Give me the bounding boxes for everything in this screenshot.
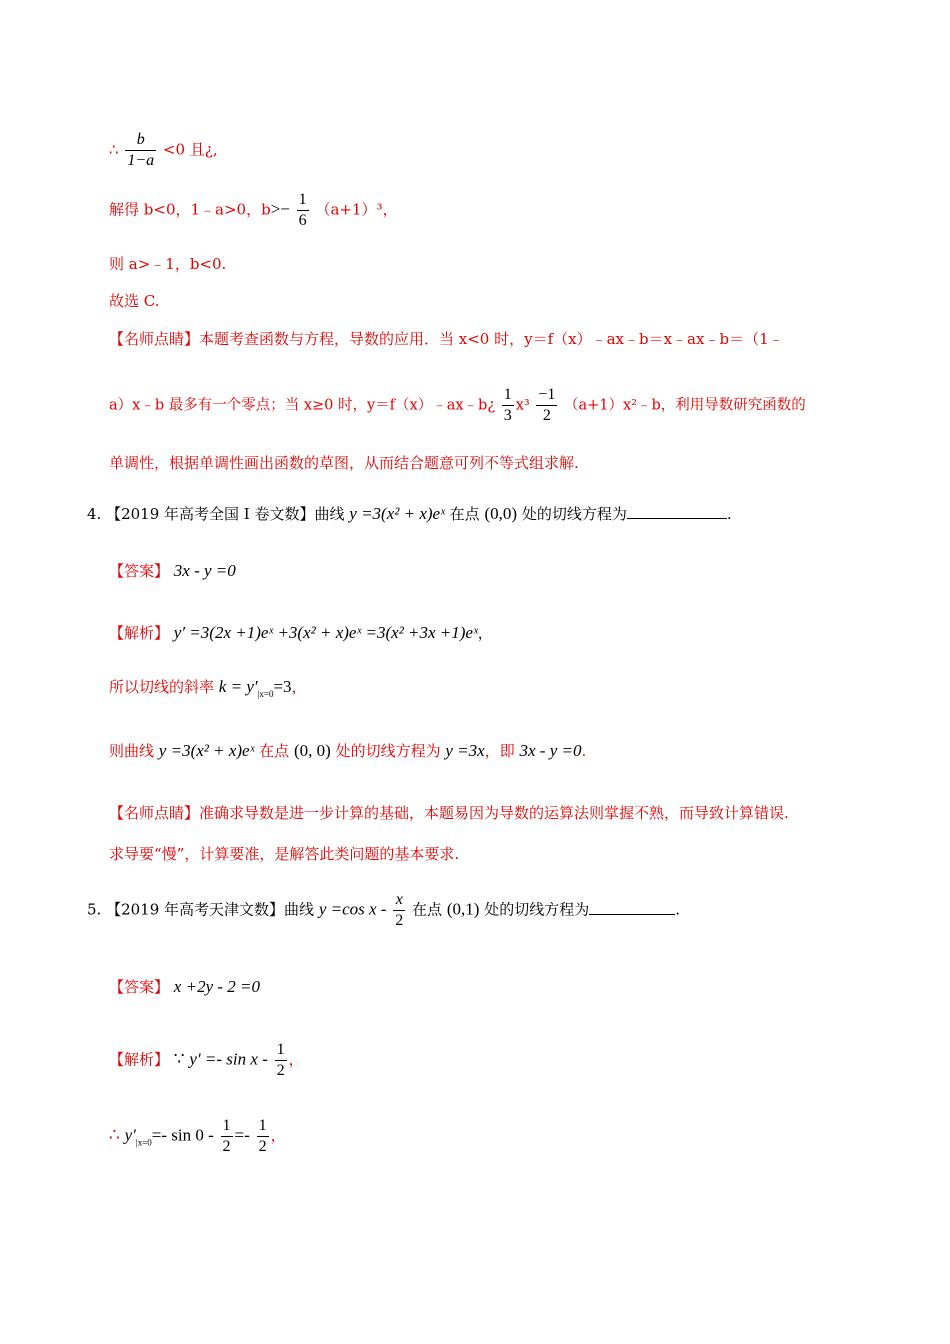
line-therefore-condition xyxy=(109,130,218,171)
tangent-label: 处的切线方程为 xyxy=(335,742,441,760)
fraction-one-sixth xyxy=(297,190,309,231)
therefore-symbol: ∴ xyxy=(109,140,119,159)
at-point-label: 在点 xyxy=(449,505,480,523)
frac-denominator: 2 xyxy=(222,1138,231,1155)
answer-equation: x +2y - 2 =0 xyxy=(173,977,260,996)
line-solve-b xyxy=(109,190,398,231)
derivative-formula: y′ =3(2x +1)eˣ +3(x² + x)eˣ =3(x² +3x +1)eˣ xyxy=(173,623,478,642)
eval-expression: =- sin 0 - xyxy=(151,1125,214,1145)
comma: ， xyxy=(270,1126,286,1145)
tangent-question: 处的切线方程为 xyxy=(521,505,627,523)
solution-5-derivative xyxy=(109,1040,304,1081)
equals-minus: =- xyxy=(234,1125,250,1145)
at-point-label: 在点 xyxy=(412,900,443,919)
slope-text: 所以切线的斜率 xyxy=(109,678,215,696)
fraction-neg-half xyxy=(536,385,557,426)
frac-denominator: 2 xyxy=(258,1138,267,1155)
teacher-note-line-1: 【名师点睛】本题考查函数与方程，导数的应用．当 x<0 时，y＝f（x）﹣ax﹣b＝x﹣ax﹣b＝（1﹣ xyxy=(109,330,784,348)
derivative-symbol: y′ xyxy=(124,1125,136,1145)
curve-formula: y =3(x² + x)eˣ xyxy=(158,741,255,760)
point-coordinates: (0, 0) xyxy=(293,741,331,760)
teacher-note-4-line-1: 【名师点睛】准确求导数是进一步计算的基础，本题易因为导数的运算法则掌握不熟，而导致计算错误. xyxy=(109,804,789,822)
tangent-line: y =3x xyxy=(445,741,485,760)
tangent-prefix: 则曲线 xyxy=(109,742,155,760)
comma: ， xyxy=(477,624,493,642)
solution-4-slope xyxy=(109,676,307,699)
question-number: 4. xyxy=(87,505,102,523)
solution-5-slope xyxy=(109,1116,286,1157)
therefore-symbol: ∴ xyxy=(109,1125,120,1145)
solution-4-tangent xyxy=(109,740,586,761)
frac-denominator: 1−a xyxy=(127,152,155,169)
teacher-note-line-3: 单调性，根据单调性画出函数的草图，从而结合题意可列不等式组求解. xyxy=(109,454,579,472)
solve-prefix: 解得 b<0，1﹣a>0，b xyxy=(109,200,271,219)
eval-subscript: |x=0 xyxy=(135,1137,152,1148)
frac-numerator: b xyxy=(136,131,145,148)
frac-numerator: 1 xyxy=(503,386,512,403)
slope-formula: k = y′ xyxy=(218,677,258,696)
question-4 xyxy=(87,503,732,524)
frac-denominator: 2 xyxy=(276,1062,285,1079)
answer-5 xyxy=(109,976,260,997)
frac-numerator: 1 xyxy=(258,1117,267,1134)
frac-numerator: 1 xyxy=(276,1041,285,1058)
frac-numerator: −1 xyxy=(538,386,556,403)
answer-4 xyxy=(109,560,236,581)
period: . xyxy=(675,900,680,919)
point-coordinates: (0,1) xyxy=(446,899,480,919)
question-source: 【2019 年高考天津文数】曲线 xyxy=(106,900,315,919)
solution-label: 【解析】 xyxy=(109,624,170,642)
curve-formula: y =cos x - xyxy=(318,899,387,919)
teacher-note-line-2 xyxy=(109,385,806,426)
tangent-equation: 3x - y =0 xyxy=(519,741,582,760)
comma: ， xyxy=(288,1050,304,1069)
frac-denominator: 2 xyxy=(536,405,557,426)
frac-numerator: 1 xyxy=(298,191,307,208)
teacher-note-4-line-2: 求导要“慢”，计算要准，是解答此类问题的基本要求. xyxy=(109,845,460,863)
fraction-one-third xyxy=(502,385,514,426)
slope-value: =3 xyxy=(273,677,292,696)
answer-label: 【答案】 xyxy=(109,978,170,996)
answer-equation: 3x - y =0 xyxy=(173,561,236,580)
answer-blank xyxy=(627,518,727,519)
x-cubed: x³ xyxy=(515,397,530,414)
period: . xyxy=(726,505,732,523)
fraction-one-half xyxy=(275,1040,287,1081)
question-source: 【2019 年高考全国 I 卷文数】曲线 xyxy=(106,505,345,523)
question-5 xyxy=(87,890,680,931)
answer-blank xyxy=(589,914,675,915)
frac-numerator: 1 xyxy=(222,1117,231,1134)
fraction-one-half-a xyxy=(221,1116,233,1157)
gt-minus: >− xyxy=(270,199,290,219)
at-point-label: 在点 xyxy=(259,742,290,760)
question-number: 5. xyxy=(87,900,102,919)
curve-formula: y =3(x² + x)eˣ xyxy=(349,504,445,523)
tangent-question: 处的切线方程为 xyxy=(484,900,590,919)
point-coordinates: (0,0) xyxy=(484,504,518,523)
fraction-one-half-b xyxy=(257,1116,269,1157)
derivative-formula: y′ =- sin x - xyxy=(189,1049,268,1069)
because-symbol: ∵ xyxy=(173,1049,185,1069)
note-prefix: a）x﹣b 最多有一个零点；当 x≥0 时，y＝f（x）﹣ax﹣b¿ xyxy=(109,397,496,414)
period: . xyxy=(581,742,587,760)
answer-label: 【答案】 xyxy=(109,562,170,580)
solve-suffix: （a+1）³， xyxy=(315,200,398,219)
solution-label: 【解析】 xyxy=(109,1050,170,1069)
line-choose-c: 故选 C. xyxy=(109,292,160,310)
frac-denominator: 2 xyxy=(395,912,404,929)
condition-rest: <0 且¿, xyxy=(162,140,218,159)
separator: ，即 xyxy=(484,742,515,760)
note-suffix: （a+1）x²﹣b，利用导数研究函数的 xyxy=(563,397,806,414)
comma: ， xyxy=(291,678,307,696)
fraction-b-over-1-minus-a xyxy=(125,130,156,171)
frac-denominator: 6 xyxy=(298,212,307,229)
line-conclusion: 则 a>﹣1，b<0. xyxy=(109,255,227,273)
solution-4-derivative xyxy=(109,622,493,643)
fraction-x-over-2 xyxy=(393,890,405,931)
frac-numerator: x xyxy=(395,891,403,908)
frac-denominator: 3 xyxy=(503,407,512,424)
slope-subscript: |x=0 xyxy=(257,689,274,699)
